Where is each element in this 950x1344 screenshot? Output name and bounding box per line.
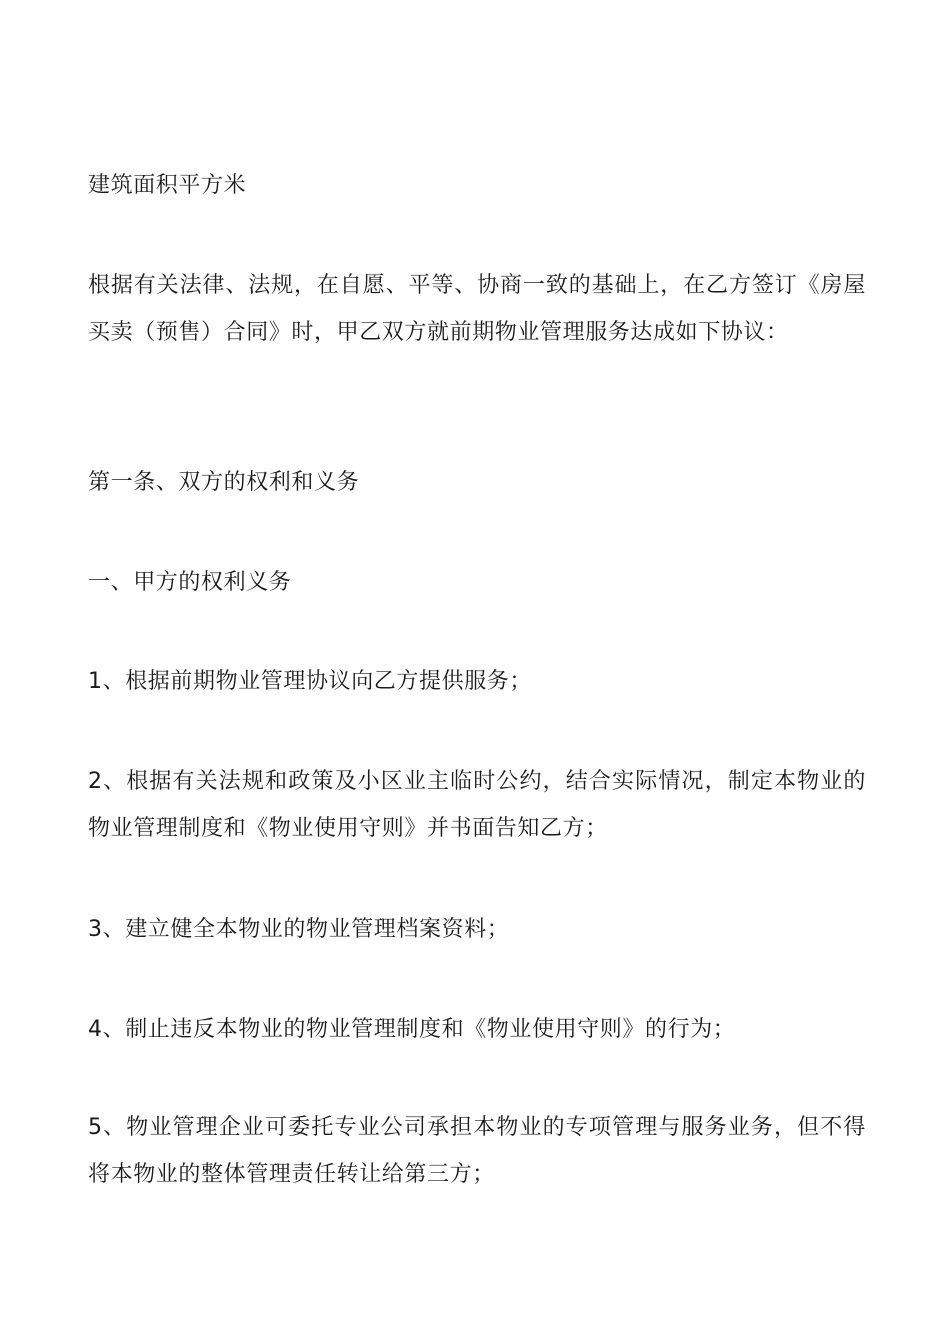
- clause-3: 3、建立健全本物业的物业管理档案资料；: [88, 917, 510, 942]
- building-area-line: 建筑面积平方米: [88, 173, 247, 198]
- clause-1: 1、根据前期物业管理协议向乙方提供服务；: [88, 669, 532, 694]
- clause-2: 2、根据有关法规和政策及小区业主临时公约，结合实际情况，制定本物业的物业管理制度和《物业使用守则》并书面告知乙方；: [88, 769, 866, 841]
- article-one-heading: 第一条、双方的权利和义务: [88, 470, 360, 495]
- clause-5: 5、物业管理企业可委托专业公司承担本物业的专项管理与服务业务，但不得将本物业的整体管理责任转让给第三方；: [88, 1115, 866, 1187]
- party-a-rights-heading: 一、甲方的权利义务: [88, 570, 292, 595]
- agreement-preamble: 根据有关法律、法规，在自愿、平等、协商一致的基础上，在乙方签订《房屋买卖（预售）合同》时，甲乙双方就前期物业管理服务达成如下协议：: [88, 273, 866, 345]
- clause-4: 4、制止违反本物业的物业管理制度和《物业使用守则》的行为；: [88, 1017, 736, 1042]
